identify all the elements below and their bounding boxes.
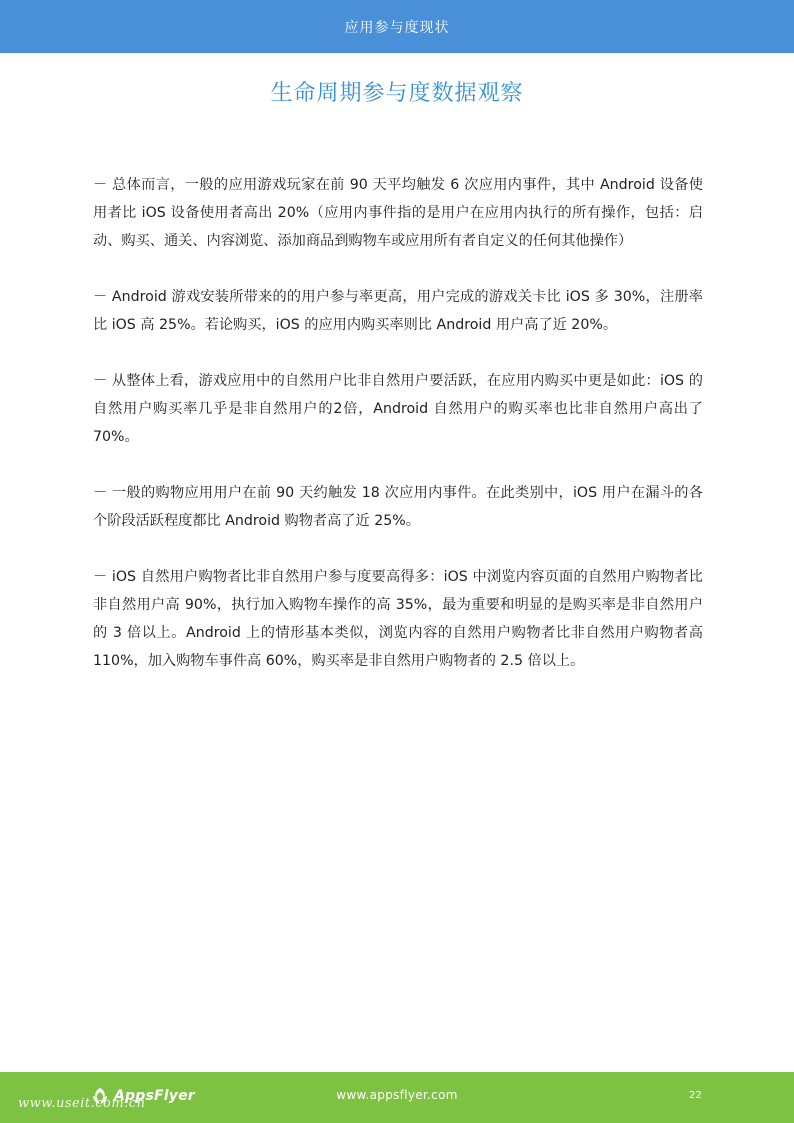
section-title: 应用参与度现状 [344,19,450,36]
paragraph: － 总体而言，一般的应用游戏玩家在前 90 天平均触发 6 次应用内事件，其中 Android 设备使用者比 iOS 设备使用者高出 20%（应用内事件指的是用户在应用内执行的所有操作，包括：启动、购买、通关、内容浏览、添加商品到购物车或应用所有者自定义的任何其他操作） [93,177,703,249]
paragraph: － Android 游戏安装所带来的的用户参与率更高，用户完成的游戏关卡比 iOS 多 30%，注册率比 iOS 高 25%。若论购买，iOS 的应用内购买率则比 Android 用户高了近 20%。 [93,289,703,333]
watermark: www.useit.com.cn [18,1096,146,1111]
paragraph: － iOS 自然用户购物者比非自然用户参与度要高得多：iOS 中浏览内容页面的自然用户购物者比非自然用户高 90%，执行加入购物车操作的高 35%，最为重要和明显的是购买率是非自然用户的 3 倍以上。Android 上的情形基本类似，浏览内容的自然用户购物者比非自然用户购物者高 110%，加入购物车事件高 60%，购买率是非自然用户购物者的 2.5 倍以上。 [93,569,703,669]
paragraph: － 一般的购物应用用户在前 90 天约触发 18 次应用内事件。在此类别中，iOS 用户在漏斗的各个阶段活跃程度都比 Android 购物者高了近 25%。 [93,485,703,529]
page-number: 22 [689,1090,702,1101]
page-title: 生命周期参与度数据观察 [270,81,524,106]
logo-text: AppsFlyer [114,1088,195,1104]
footer-url[interactable]: www.appsflyer.com [336,1088,458,1102]
body-content [93,171,703,703]
paragraph: － 从整体上看，游戏应用中的自然用户比非自然用户要活跃，在应用内购买中更是如此：iOS 的自然用户购买率几乎是非自然用户的2倍，Android 自然用户的购买率也比非自然用户高出了 70%。 [93,373,703,445]
header-bar [0,0,794,53]
